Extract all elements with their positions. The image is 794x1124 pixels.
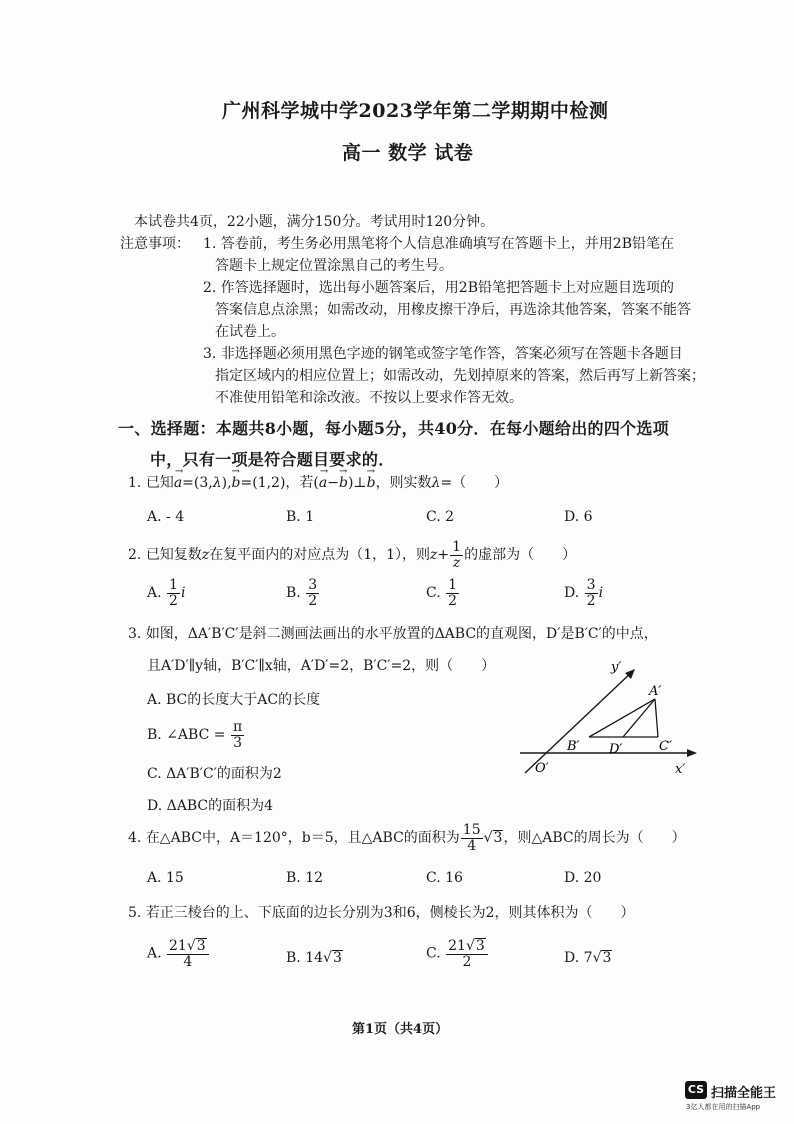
q2-frac-den: z <box>452 554 461 571</box>
segment-a-c <box>655 699 658 737</box>
q2-option-a-suffix: i <box>180 585 186 602</box>
q1-vec-b-3: → b <box>366 466 376 491</box>
q1-text-eq-a2: ), <box>221 475 232 491</box>
scanner-logo-icon: CS <box>685 1081 707 1099</box>
label-x: x′ <box>675 762 686 777</box>
q3-oblique-projection-figure <box>515 655 705 780</box>
q4-sqrt: √3 <box>483 830 503 847</box>
q2-text-b: 在复平面内的对应点为（1，1），则 <box>209 547 431 564</box>
q5-option-b-label: B. <box>286 950 301 966</box>
q5-option-c-sqrt: 3 <box>475 938 485 954</box>
q5-option-c-num: 21 <box>448 938 466 954</box>
q2-z: z <box>201 547 210 564</box>
q1-vec-b-letter-3: b <box>366 475 376 491</box>
q1-vec-b-letter: b <box>231 475 241 491</box>
q3-option-b-den: 3 <box>233 734 242 751</box>
x-axis-arrow <box>687 749 697 757</box>
q4-text-b: ，则△ABC的周长为（ ） <box>503 830 686 847</box>
q2-option-b-num: 3 <box>308 577 318 593</box>
q4-frac-den: 4 <box>467 837 477 854</box>
label-b: B′ <box>567 739 580 754</box>
q5-option-d: D. 7√3 <box>564 950 612 966</box>
q1-text-a: 已知 <box>145 475 174 491</box>
segment-a-d <box>623 699 655 737</box>
q4-option-c: C. 16 <box>426 870 463 886</box>
label-y: y′ <box>611 660 622 675</box>
q4-text-a: 在△ABC中，A＝120°，b＝5，且△ABC的面积为 <box>145 830 460 847</box>
notice-2-line-3: 在试卷上。 <box>215 324 285 340</box>
q1-text-eq-b: =(1,2)，若( <box>240 475 319 491</box>
scanner-app-name: 扫描全能王 <box>711 1086 777 1101</box>
q1-lambda-2: λ <box>431 475 441 491</box>
page-number: 第1页（共4页） <box>352 1022 449 1037</box>
q5-option-b-coef: 14 <box>305 950 324 966</box>
q3-option-b <box>147 720 245 750</box>
q4-option-d: D. 20 <box>564 870 602 886</box>
q3-option-d: D. ΔABC的面积为4 <box>147 798 274 814</box>
q2-option-c-num: 1 <box>448 577 458 593</box>
q5-option-d-coef: 7 <box>583 950 593 966</box>
q3-option-b-num: π <box>232 719 243 735</box>
label-o: O′ <box>535 761 549 776</box>
q2-plus: + <box>437 547 450 564</box>
q2-option-b-label: B. <box>286 585 301 602</box>
question-2-stem <box>128 540 576 570</box>
q1-text-eq-a: =(3, <box>182 475 213 491</box>
q1-text-b: ，则实数 <box>375 475 432 491</box>
notice-1-line-2: 答题卡上规定位置涂黑自己的考生号。 <box>215 258 453 274</box>
q3-option-c: C. ΔA′B′C′的面积为2 <box>147 766 282 782</box>
notice-1-line-1: 1. 答卷前，考生务必用黑笔将个人信息准确填写在答题卡上，并用2B铅笔在 <box>203 236 675 252</box>
exam-subtitle: 高一 数学 试卷 <box>342 142 474 164</box>
q5-option-c-label: C. <box>426 945 441 962</box>
q2-option-c-den: 2 <box>448 592 458 609</box>
question-5-stem <box>128 902 635 922</box>
question-3-number: 3. <box>128 626 142 642</box>
q4-option-b: B. 12 <box>286 870 324 886</box>
q5-option-a-den: 4 <box>183 953 193 970</box>
q1-option-a: A. - 4 <box>147 509 185 525</box>
q2-option-d <box>564 578 603 608</box>
q5-option-c: C. $\frac{21√3}{2}$ <box>426 938 489 969</box>
q2-text-c: 的虚部为（ ） <box>464 547 577 564</box>
q5-option-d-sqrt: 3 <box>602 950 612 966</box>
y-axis <box>525 671 633 773</box>
exam-title: 广州科学城中学2023学年第二学期期中检测 <box>222 100 609 122</box>
q1-option-b: B. 1 <box>286 509 315 525</box>
notice-3-line-1: 3. 非选择题必须用黑色字迹的钢笔或签字笔作答，答案必须写在答题卡各题目 <box>203 346 683 362</box>
question-4-number: 4. <box>128 830 142 847</box>
q1-text-c: =（ ） <box>440 475 509 491</box>
q1-vec-b-2: → b <box>338 466 348 491</box>
q2-option-c <box>426 578 460 608</box>
scanner-app-tagline: 3亿人都在用的扫描App <box>686 1103 761 1111</box>
q1-vec-a-2: → a <box>318 466 329 491</box>
q5-option-c-den: 2 <box>462 953 472 970</box>
q5-option-a-num: 21 <box>169 938 187 954</box>
q4-frac-num: 15 <box>462 822 481 838</box>
question-5-number: 5. <box>128 905 142 921</box>
q2-z-2: z <box>430 547 438 564</box>
q1-lambda: λ <box>212 475 222 491</box>
q2-fraction <box>450 540 463 570</box>
q5-option-b-sqrt: 3 <box>332 950 342 966</box>
q2-option-a-num: 1 <box>169 577 178 593</box>
q1-vec-a-letter-2: a <box>318 475 328 491</box>
q5-option-d-label: D. <box>564 950 580 966</box>
section-1-heading-line-1: 一、选择题：本题共8小题，每小题5分，共40分．在每小题给出的四个选项 <box>118 419 670 438</box>
q2-frac-num: 1 <box>452 539 462 555</box>
q2-option-d-suffix: i <box>598 585 604 602</box>
question-3-stem-line-2: 且A′D′∥y轴，B′C′∥x轴，A′D′=2，B′C′=2，则（ ） <box>147 658 496 674</box>
q5-option-a: A. $\frac{21√3}{4}$ <box>147 938 210 969</box>
q1-minus: − <box>327 475 339 491</box>
q2-option-d-den: 2 <box>586 592 596 609</box>
q4-sqrt-value: 3 <box>493 830 503 847</box>
q2-option-b-den: 2 <box>308 592 318 609</box>
q3-text-line-1: 如图，ΔA′B′C′是斜二测画法画出的水平放置的ΔABC的直观图，D′是B′C′的中点， <box>145 626 658 642</box>
q5-text: 若正三棱台的上、下底面的边长分别为3和6，侧棱长为2，则其体积为（ ） <box>145 905 635 921</box>
notice-3-line-3: 不准使用铅笔和涂改液。不按以上要求作答无效。 <box>215 390 523 406</box>
segment-a-b <box>589 699 655 737</box>
q2-option-a-den: 2 <box>169 592 178 609</box>
q1-vec-b: → b <box>231 466 241 491</box>
q1-option-c: C. 2 <box>426 509 455 525</box>
label-d: D′ <box>609 742 623 757</box>
q2-option-d-label: D. <box>564 585 580 602</box>
q1-option-d: D. 6 <box>564 509 593 525</box>
notice-3-line-2: 指定区域内的相应位置上；如需改动，先划掉原来的答案，然后再写上新答案； <box>215 368 705 384</box>
question-2-number: 2. <box>128 547 142 564</box>
notice-label: 注意事项： <box>120 236 190 252</box>
q2-option-c-label: C. <box>426 585 441 602</box>
q2-text-a: 已知复数 <box>145 547 202 564</box>
q1-vec-a: → a <box>173 466 184 491</box>
notice-2-line-1: 2. 作答选择题时，选出每小题答案后，用2B铅笔把答题卡上对应题目选项的 <box>203 280 675 296</box>
q5-option-a-sqrt: 3 <box>196 938 206 954</box>
question-1-number: 1. <box>128 475 142 491</box>
label-a: A′ <box>649 684 662 699</box>
q2-option-a <box>147 578 185 608</box>
q1-vec-b-letter-2: b <box>338 475 348 491</box>
section-1-heading-line-2: 中，只有一项是符合题目要求的． <box>150 450 395 469</box>
q3-option-a: A. BC的长度大于AC的长度 <box>147 692 321 708</box>
q5-option-b: B. 14√3 <box>286 950 342 966</box>
q1-vec-a-letter: a <box>173 475 183 491</box>
label-c: C′ <box>659 739 672 754</box>
notice-2-line-2: 答案信息点涂黑；如需改动，用橡皮擦干净后，再选涂其他答案，答案不能答 <box>215 302 691 318</box>
q5-option-a-label: A. <box>147 945 162 962</box>
q2-option-d-num: 3 <box>586 577 596 593</box>
q4-fraction <box>461 823 483 853</box>
q3-option-b-text: B. ∠ABC = <box>147 727 226 744</box>
q2-option-a-label: A. <box>147 585 162 602</box>
question-1-stem <box>128 466 509 492</box>
q2-option-b <box>286 578 320 608</box>
exam-summary: 本试卷共4页，22小题，满分150分。考试用时120分钟。 <box>134 214 495 230</box>
question-4-stem <box>128 823 686 853</box>
q4-option-a: A. 15 <box>147 870 184 886</box>
question-3-stem-line-1 <box>128 623 658 643</box>
q1-perp: )⊥ <box>347 475 367 491</box>
